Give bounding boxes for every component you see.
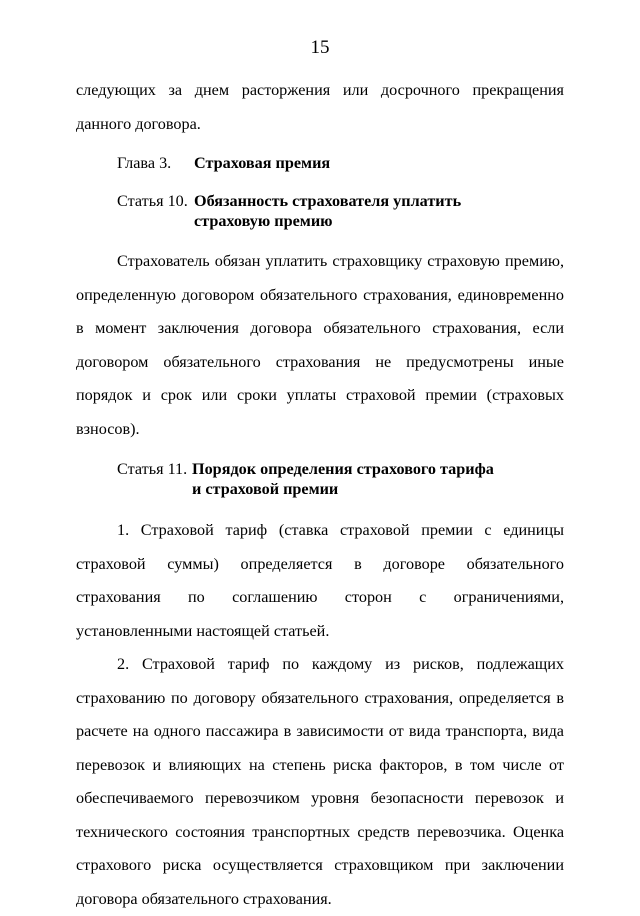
article-11-paragraph-1: 1. Страховой тариф (ставка страховой премии с единицы страховой суммы) определяется в договоре обязательного страхования по соглашению сторон с ограничениями, установленными настоящей статьей. (76, 521, 564, 640)
paragraph-continuation: следующих за днем расторжения или досрочного прекращения данного договора. (76, 81, 564, 133)
page-number: 15 (310, 37, 330, 58)
document-body (76, 74, 564, 916)
article-10-title: Обязанность страхователя уплатить страховую премию (194, 192, 462, 230)
article-11-title: Порядок определения страхового тарифа и страховой премии (192, 460, 494, 498)
article-10-paragraph: Страхователь обязан уплатить страховщику страховую премию, определенную договором обязательного страхования, единовременно в момент заключения договора обязательного страхования, если договором обязательного страхования не предусмотрены иные порядок и срок или сроки уплаты страховой премии (страховых взносов). (76, 252, 564, 438)
article-11-paragraph-2: 2. Страховой тариф по каждому из рисков, подлежащих страхованию по договору обязательного страхования, определяется в расчете на одного пассажира в зависимости от вида транспорта, вида перевозок и влияющих на степень риска факторов, в том числе от обеспечиваемого перевозчиком уровня безопасности перевозок и технического состояния транспортных средств перевозчика. Оценка страхового риска осуществляется страховщиком при заключении договора обязательного страхования. (76, 655, 564, 908)
article-10-label: Статья 10. (117, 192, 188, 210)
article-11-heading (117, 459, 564, 499)
chapter-heading (117, 153, 564, 173)
article-11-label: Статья 11. (117, 460, 188, 478)
chapter-label: Глава 3. (117, 154, 172, 172)
chapter-title: Страховая премия (194, 154, 331, 172)
article-10-heading (117, 191, 564, 231)
